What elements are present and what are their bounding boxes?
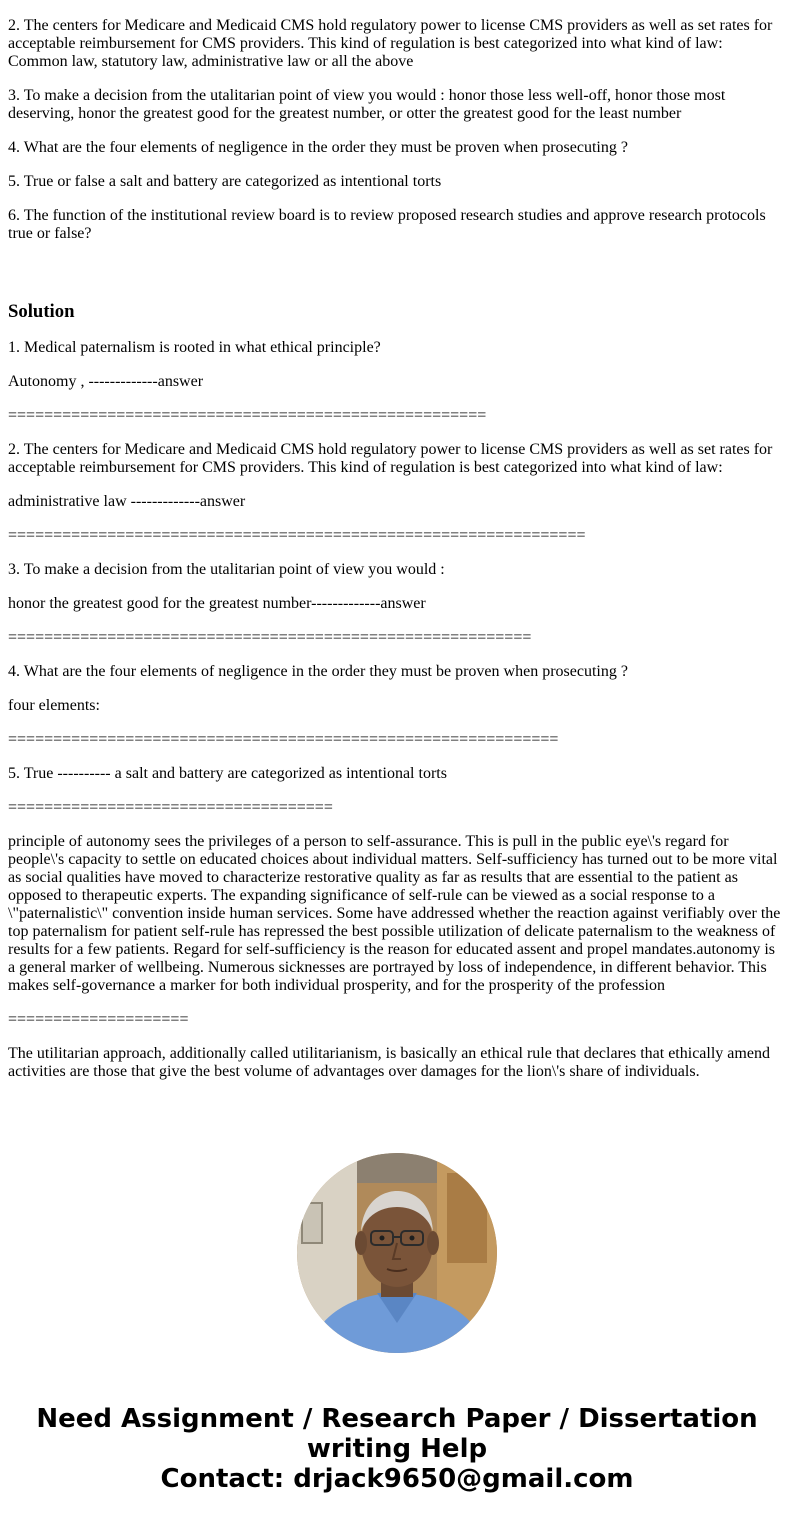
separator: ==================== xyxy=(8,1011,189,1028)
banner-line-1: Need Assignment / Research Paper / Dissertation xyxy=(36,1404,758,1434)
autonomy-paragraph: principle of autonomy sees the privileges of a person to self-assurance. This is pull in the public eye\'s regard for people\'s capacity to settle on educated choices about individual matters. Self-sufficiency has turned out to be more vital as social qualities have moved to characterize restorative quality as far as results that are essential to the patient as opposed to therapeutic experts. The expanding significance of self-rule can be viewed as a social response to a \"paternalistic\" convention inside human services. Some have addressed whether the reaction against verifiably over the top paternalism for patient self-rule has repressed the best possible utilization of delicate paternalism to the weakness of results for a few patients. Regard for self-sufficiency is the reason for educated assent and propel mandates.autonomy is a general marker of wellbeing. Numerous sicknesses are portrayed by loss of independence, in different behavior. This makes self-governance a marker for both individual prosperity, and for the prosperity of the profession xyxy=(8,833,785,994)
banner-contact-email: Contact: drjack9650@gmail.com xyxy=(160,1464,634,1494)
solution-heading: Solution xyxy=(8,301,75,322)
question-2: 2. The centers for Medicare and Medicaid CMS hold regulatory power to license CMS providers as well as set rates for acceptable reimbursement for CMS providers. This kind of regulation is best categorized into what kind of law: Common law, statutory law, administrative law or all the above xyxy=(8,17,777,70)
separator: ================================================================ xyxy=(8,527,586,544)
solution-question-1: 1. Medical paternalism is rooted in what ethical principle? xyxy=(8,339,381,356)
question-3: 3. To make a decision from the utalitarian point of view you would : honor those less well-off, honor those most deserving, honor the greatest good for the greatest number, or otter the greatest good for the least number xyxy=(8,87,730,122)
solution-question-2: 2. The centers for Medicare and Medicaid CMS hold regulatory power to license CMS providers as well as set rates for acceptable reimbursement for CMS providers. This kind of regulation is best categorized into what kind of law: xyxy=(8,441,777,476)
separator: ========================================================== xyxy=(8,629,532,646)
question-4: 4. What are the four elements of negligence in the order they must be proven when prosecuting ? xyxy=(8,139,628,156)
solution-answer-4: four elements: xyxy=(8,697,100,714)
author-photo xyxy=(297,1153,497,1353)
utilitarian-paragraph: The utilitarian approach, additionally called utilitarianism, is basically an ethical rule that declares that ethically amend activities are those that give the best volume of advantages over damages for the lion\'s share of individuals. xyxy=(8,1045,774,1080)
banner-line-2: writing Help xyxy=(306,1434,488,1464)
separator: ==================================== xyxy=(8,799,333,816)
document-body xyxy=(8,17,786,1097)
question-6: 6. The function of the institutional review board is to review proposed research studies and approve research protocols true or false? xyxy=(8,207,770,242)
separator: ===================================================== xyxy=(8,407,487,424)
solution-answer-1: Autonomy , -------------answer xyxy=(8,373,204,390)
solution-question-3: 3. To make a decision from the utalitarian point of view you would : xyxy=(8,561,445,578)
solution-answer-3: honor the greatest good for the greatest number-------------answer xyxy=(8,595,426,612)
solution-answer-2: administrative law -------------answer xyxy=(8,493,246,510)
contact-banner xyxy=(0,1404,794,1494)
solution-question-4: 4. What are the four elements of negligence in the order they must be proven when prosecuting ? xyxy=(8,663,628,680)
question-5: 5. True or false a salt and battery are categorized as intentional torts xyxy=(8,173,442,190)
author-portrait-icon xyxy=(297,1153,497,1353)
solution-answer-5: 5. True ---------- a salt and battery are categorized as intentional torts xyxy=(8,765,447,782)
separator: ============================================================= xyxy=(8,731,559,748)
